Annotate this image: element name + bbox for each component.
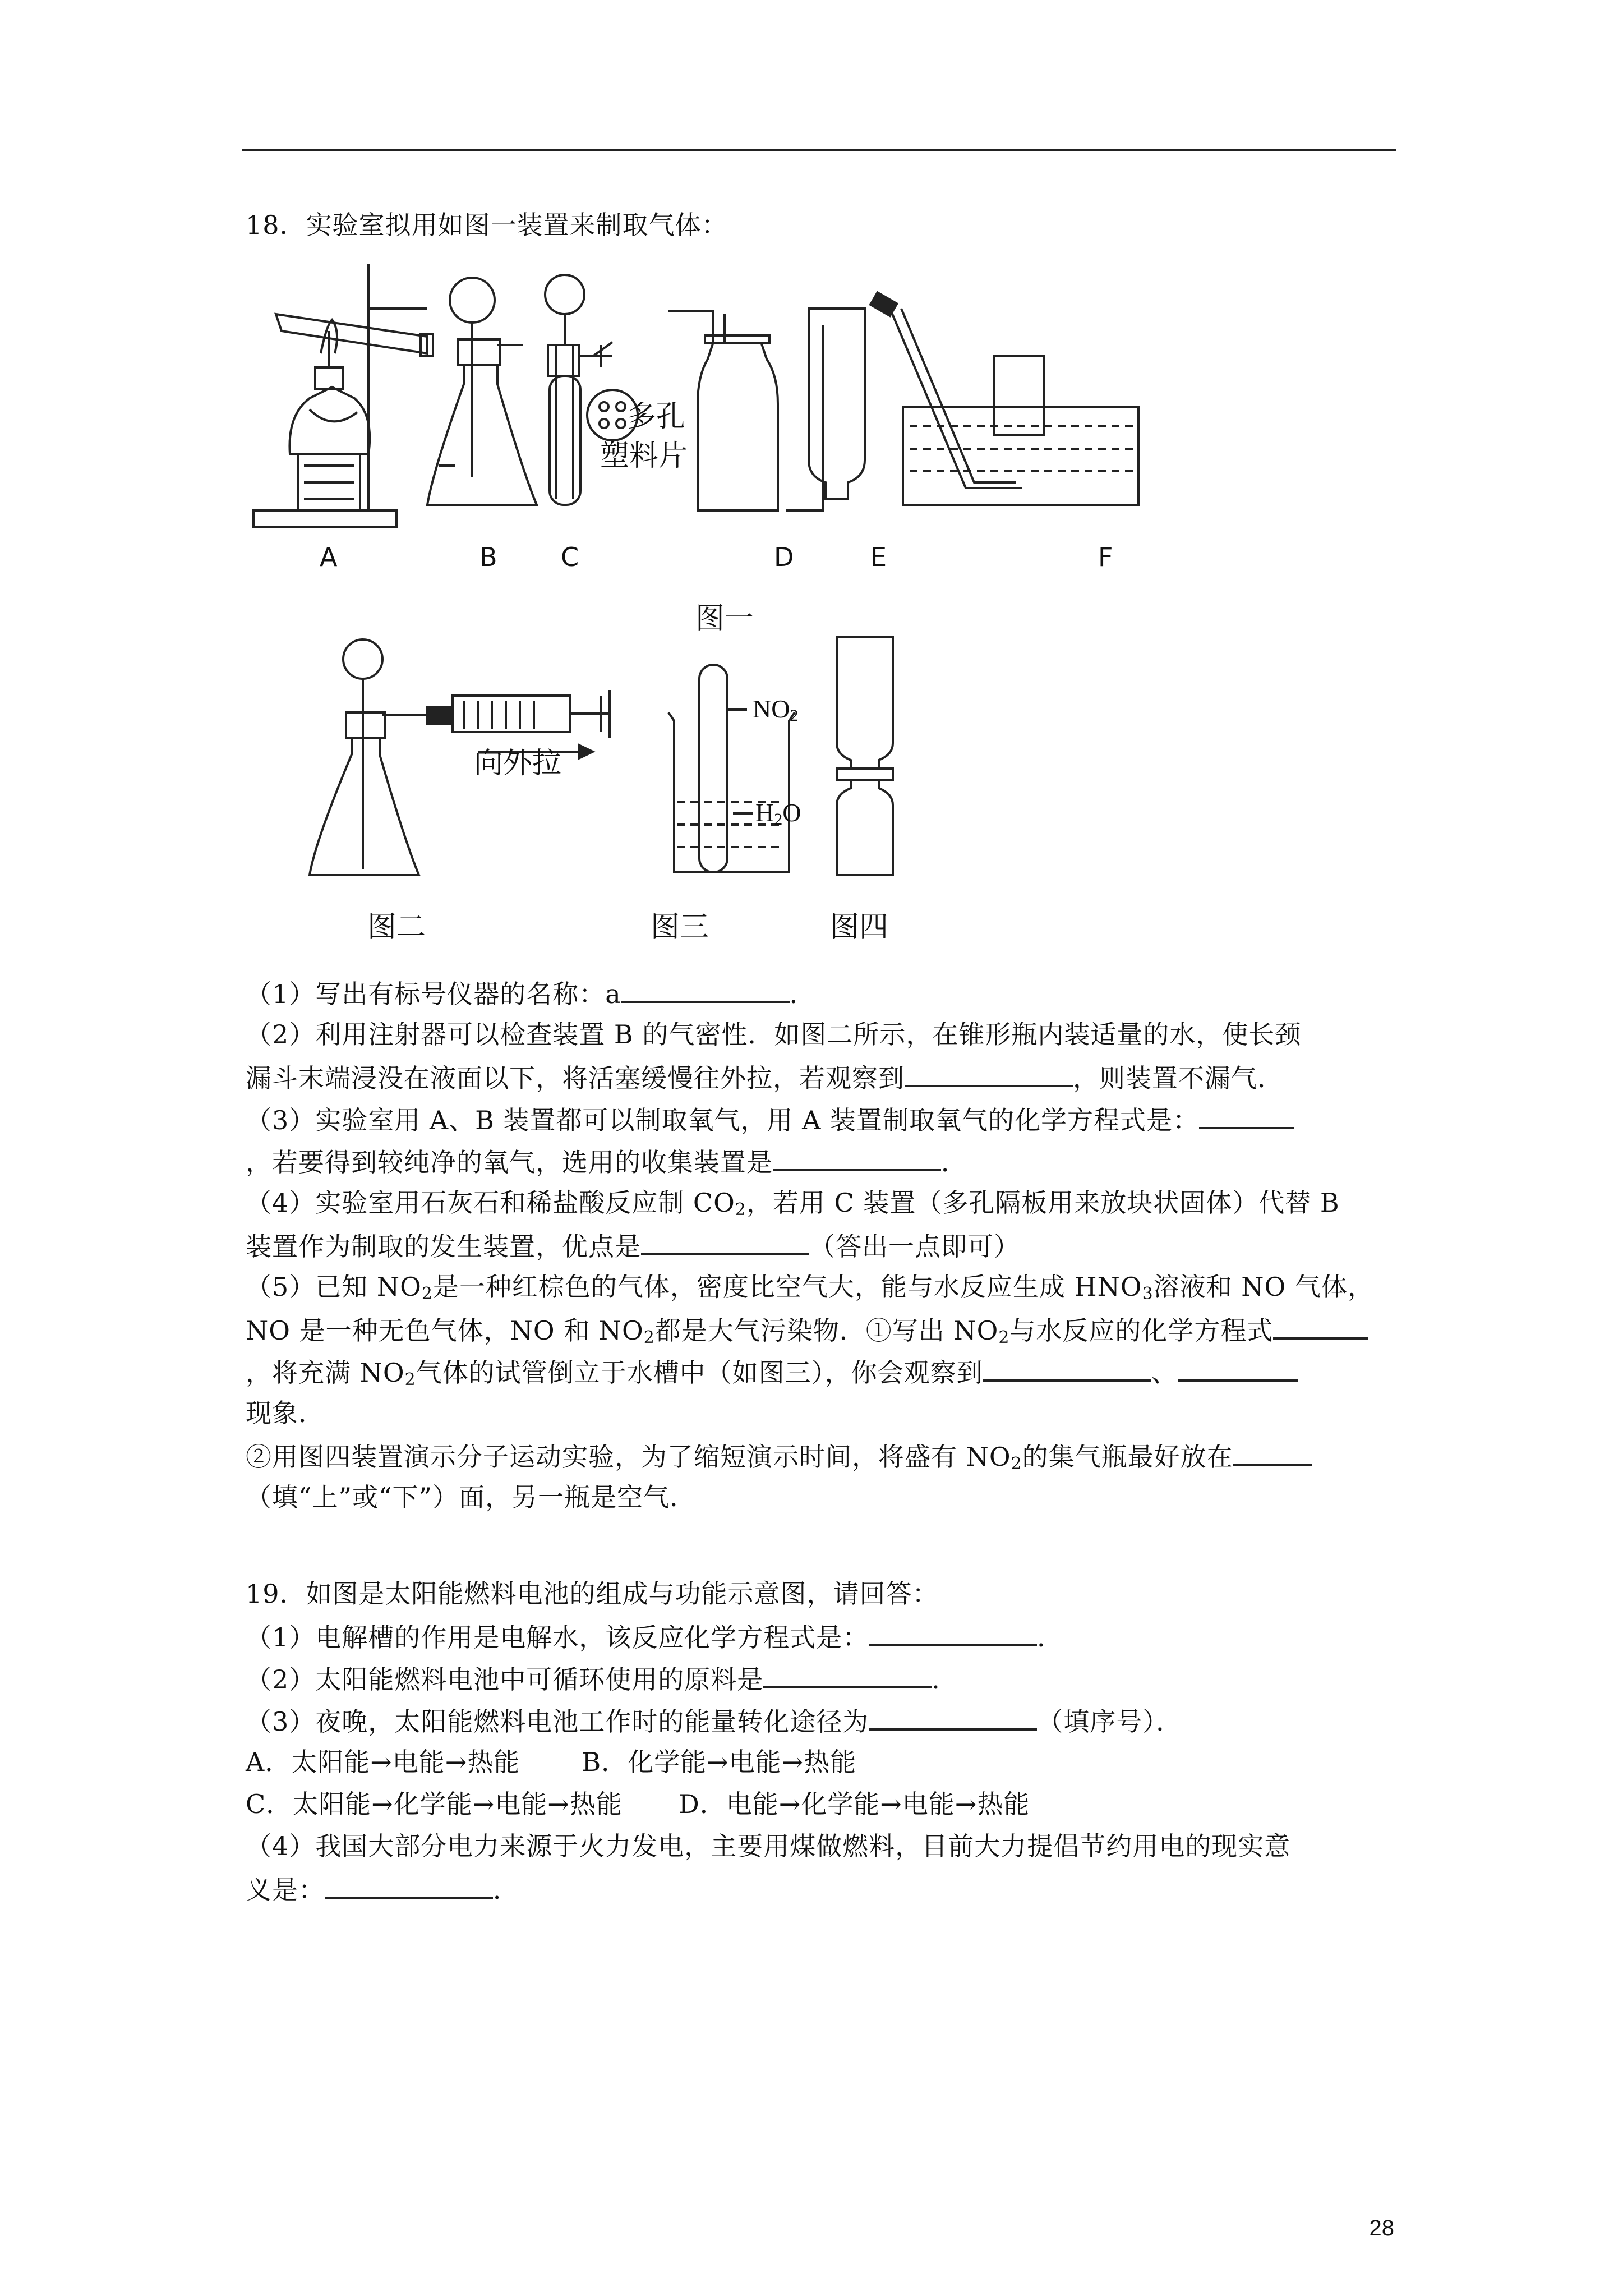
q18-line-3: 漏斗末端浸没在液面以下，将活塞缓慢往外拉，若观察到 ，则装置不漏气． xyxy=(246,1060,1284,1094)
q18-line-10: ，将充满 $NO_2$气体的试管倒立于水槽中（如图三），你会观察到 、 xyxy=(246,1355,1298,1396)
q19-line-4: （4）我国大部分电力来源于火力发电，主要用煤做燃料，目前大力提倡节约用电的现实意 xyxy=(246,1831,1291,1861)
caption-figure-3: 图三 xyxy=(651,910,709,944)
answer-blank[interactable] xyxy=(983,1355,1151,1382)
q18-line-13: （填“上”或“下”）面，另一瓶是空气． xyxy=(246,1482,697,1512)
apparatus-a xyxy=(253,264,433,527)
page-number: 28 xyxy=(1369,2216,1394,2240)
caption-figure-4: 图四 xyxy=(830,910,889,944)
answer-blank[interactable] xyxy=(325,1872,493,1899)
figure-2-syringe-flask xyxy=(310,639,610,875)
q19-line-5: 义是： ． xyxy=(246,1872,519,1906)
q18-line-11: 现象． xyxy=(246,1398,325,1428)
caption-figure-1: 图一 xyxy=(695,602,754,636)
q19-line-3: （3）夜晚，太阳能燃料电池工作时的能量转化途径为 （填序号）． xyxy=(246,1704,1182,1738)
label-a: A xyxy=(320,542,338,572)
porous-label-2: 塑料片 xyxy=(600,439,688,473)
h2o-label: $H_2O$ xyxy=(755,798,801,829)
answer-blank[interactable] xyxy=(773,1144,941,1171)
option-c: C．太阳能→化学能→电能→热能 xyxy=(246,1789,623,1819)
q19-options-cd xyxy=(246,1788,1030,1820)
q18-line-6: （4）实验室用石灰石和稀盐酸反应制 $CO_2$，若用 C 装置（多孔隔板用来放块状固体）代替 B xyxy=(246,1188,1340,1220)
answer-blank[interactable] xyxy=(763,1662,932,1688)
q19-line-1: （1）电解槽的作用是电解水，该反应化学方程式是： ． xyxy=(246,1619,1063,1654)
q18-line-1: （1）写出有标号仪器的名称：a ． xyxy=(246,976,816,1010)
option-a: A．太阳能→电能→热能 xyxy=(246,1747,520,1777)
apparatus-b xyxy=(427,278,537,505)
q18-line-8: （5）已知 $NO_2$是一种红棕色的气体，密度比空气大，能与水反应生成 $HNO_3$溶液和 NO 气体， xyxy=(246,1272,1374,1304)
option-d: D．电能→化学能→电能→热能 xyxy=(678,1789,1030,1819)
answer-blank[interactable] xyxy=(1273,1313,1368,1340)
q18-title: 18．实验室拟用如图一装置来制取气体： xyxy=(246,210,728,240)
apparatus-e xyxy=(786,309,865,510)
q18-line-9: NO 是一种无色气体，NO 和 $NO_2$都是大气污染物．①写出 $NO_2$与水反应的化学方程式 xyxy=(246,1313,1368,1354)
answer-blank[interactable] xyxy=(1199,1102,1294,1129)
q18-line-7: 装置作为制取的发生装置，优点是 （答出一点即可） xyxy=(246,1228,1020,1263)
answer-blank[interactable] xyxy=(869,1704,1037,1731)
q18-line-2: （2）利用注射器可以检查装置 B 的气密性．如图二所示，在锥形瓶内装适量的水，使长颈 xyxy=(246,1019,1302,1050)
answer-blank[interactable] xyxy=(1178,1355,1298,1382)
answer-blank[interactable] xyxy=(621,976,790,1003)
label-e: E xyxy=(870,542,887,572)
option-b: B．化学能→电能→热能 xyxy=(582,1747,857,1777)
answer-blank[interactable] xyxy=(869,1619,1037,1646)
porous-label-1: 多孔 xyxy=(627,400,686,434)
label-c: C xyxy=(561,542,579,572)
header-rule xyxy=(242,149,1396,151)
no2-label: $NO_2$ xyxy=(753,694,799,725)
label-f: F xyxy=(1098,542,1113,572)
pull-label: 向外拉 xyxy=(474,747,562,780)
q19-options-ab xyxy=(246,1746,856,1778)
figure-4-bottles xyxy=(837,637,893,875)
q18-line-12: ②用图四装置演示分子运动实验，为了缩短演示时间，将盛有 $NO_2$的集气瓶最好放在 xyxy=(246,1439,1312,1480)
q18-line-5: ，若要得到较纯净的氧气，选用的收集装置是 ． xyxy=(246,1144,967,1179)
label-b: B xyxy=(479,542,497,572)
caption-figure-2: 图二 xyxy=(367,910,426,944)
answer-blank[interactable] xyxy=(905,1060,1073,1087)
q18-line-4: （3）实验室用 A、B 装置都可以制取氧气，用 A 装置制取氧气的化学方程式是： xyxy=(246,1102,1294,1137)
label-d: D xyxy=(774,542,794,572)
apparatus-f xyxy=(870,292,1138,505)
q19-title: 19．如图是太阳能燃料电池的组成与功能示意图，请回答： xyxy=(246,1579,939,1609)
answer-blank[interactable] xyxy=(641,1228,809,1255)
q19-line-2: （2）太阳能燃料电池中可循环使用的原料是 ． xyxy=(246,1662,958,1696)
answer-blank[interactable] xyxy=(1233,1439,1312,1466)
